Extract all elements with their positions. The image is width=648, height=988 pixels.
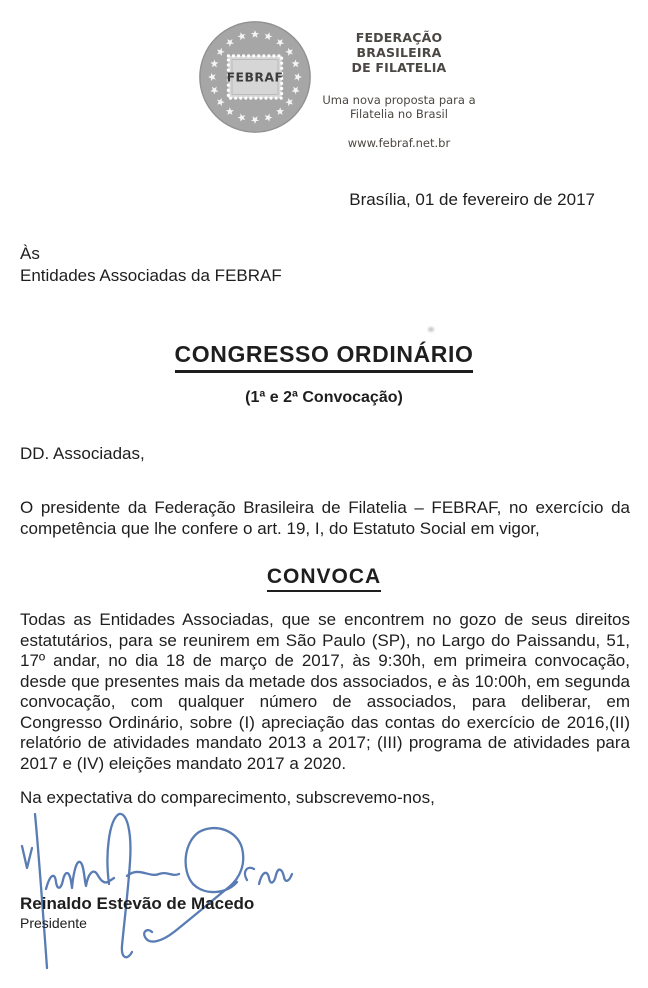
document-subtitle: (1ª e 2ª Convocação): [245, 389, 403, 406]
signer-name: Reinaldo Estevão de Macedo: [20, 894, 255, 913]
paragraph-line: estatutários, para se reunirem em São Paulo (SP), no Largo do Paissandu, 51,: [20, 630, 630, 650]
org-text-block: [316, 30, 482, 150]
document-title: CONGRESSO ORDINÁRIO: [175, 341, 474, 373]
signer-title: Presidente: [20, 915, 87, 931]
stamp-label: FEBRAF: [226, 69, 284, 85]
paragraph-line: Todas as Entidades Associadas, que se encontrem no gozo de seus direitos: [20, 610, 630, 629]
title-row: [0, 341, 648, 373]
org-name-line2: DE FILATELIA: [351, 60, 447, 75]
recipient-block: [0, 243, 648, 287]
body-paragraph: [0, 610, 648, 774]
paragraph-line: Congresso Ordinário, sobre (I) apreciação das contas do exercício de 2016,(II): [20, 712, 630, 732]
org-tagline-line2: Filatelia no Brasil: [350, 107, 448, 121]
org-tagline: [316, 93, 482, 121]
convoke-heading: CONVOCA: [267, 565, 381, 592]
convoke-row: [0, 565, 648, 592]
signature-block: [0, 812, 648, 984]
salutation: DD. Associadas,: [20, 444, 145, 463]
paragraph-line: convocação, com qualquer número de associados, para deliberar, em: [20, 692, 630, 711]
febraf-logo: [198, 20, 312, 134]
letterhead: [0, 0, 648, 150]
recipient-salutation: Às: [20, 244, 40, 263]
paragraph-line: competência que lhe confere o art. 19, I, do Estatuto Social em vigor,: [20, 518, 540, 538]
org-name-line1: FEDERAÇÃO BRASILEIRA: [355, 30, 443, 60]
febraf-seal-icon: [198, 20, 312, 134]
intro-paragraph: [0, 498, 648, 539]
org-tagline-line1: Uma nova proposta para a: [322, 93, 476, 107]
paragraph-line: O presidente da Federação Brasileira de Filatelia – FEBRAF, no exercício da: [20, 498, 630, 517]
closing-line: Na expectativa do comparecimento, subscrevemo-nos,: [20, 788, 435, 807]
paragraph-line: desde que presentes mais da metade dos associados, e às 10:00h, em segunda: [20, 671, 630, 691]
recipient-name: Entidades Associadas da FEBRAF: [20, 266, 282, 285]
scan-artifact: [428, 327, 434, 332]
paragraph-line: relatório de atividades mandato 2013 a 2017; (III) programa de atividades para: [20, 733, 630, 752]
dateline: Brasília, 01 de fevereiro de 2017: [349, 190, 595, 209]
paragraph-line: 17º andar, no dia 18 de março de 2017, às 9:30h, em primeira convocação,: [20, 651, 630, 670]
signer: [20, 894, 254, 932]
paragraph-line: 2017 e (IV) eleições mandato 2017 a 2020.: [20, 753, 347, 773]
org-website: www.febraf.net.br: [347, 136, 451, 150]
